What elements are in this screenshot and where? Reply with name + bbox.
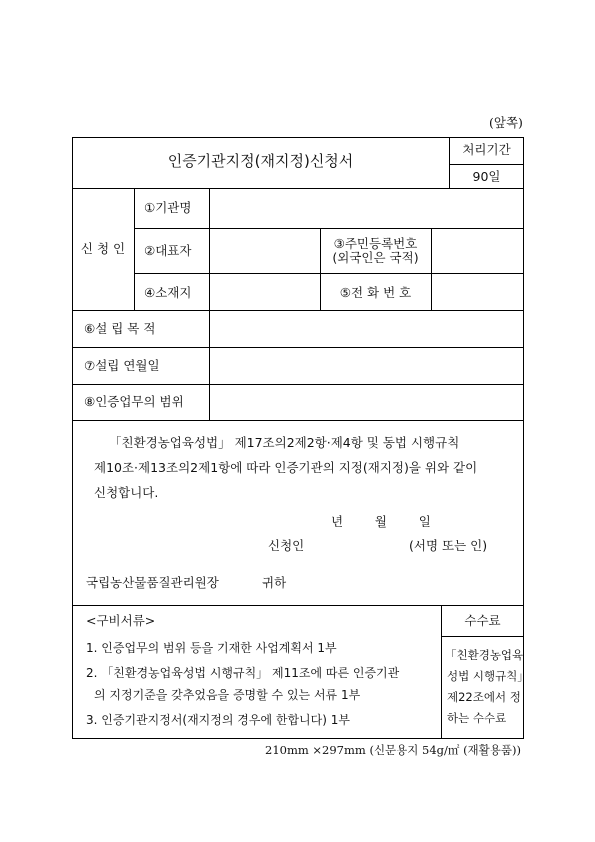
address-field[interactable] — [210, 274, 320, 310]
required-document-1: 1. 인증업무의 범위 등을 기재한 사업계획서 1부 — [86, 641, 337, 655]
representative-label: ②대표자 — [144, 243, 192, 258]
establishment-date-label: ⑦설립 연월일 — [84, 358, 160, 373]
divider — [72, 420, 524, 421]
form-title: 인증기관지정(재지정)신청서 — [167, 152, 354, 170]
date-fields: 년 월 일 — [331, 514, 431, 529]
divider — [72, 605, 524, 606]
address-label: ④소재지 — [144, 285, 192, 300]
institution-name-field[interactable] — [210, 189, 523, 228]
divider — [441, 636, 524, 637]
signature-hint: (서명 또는 인) — [409, 538, 488, 553]
applicant-group-label: 신 청 인 — [80, 241, 126, 256]
statement-line-2: 제10조·제13조의2제1항에 따라 인증기관의 지정(재지정)을 위와 같이 — [94, 460, 478, 475]
resident-number-field[interactable] — [432, 229, 523, 273]
required-document-2-line-1: 2. 「친환경농업육성법 시행규칙」 제11조에 따른 인증기관 — [86, 666, 400, 680]
fee-description-line-2: 성법 시행규칙」 — [447, 669, 529, 683]
required-documents-header: <구비서류> — [86, 613, 156, 628]
fee-description-line-1: 「친환경농업육 — [445, 648, 524, 662]
processing-period-value: 90일 — [472, 169, 501, 184]
fee-description-line-4: 하는 수수료 — [447, 711, 507, 725]
statement-line-3: 신청합니다. — [94, 485, 159, 500]
statement-line-1: 「친환경농업육성법」 제17조의2제2항·제4항 및 동법 시행규칙 — [109, 435, 460, 450]
representative-field[interactable] — [210, 229, 320, 273]
addressee: 국립농산물품질관리원장 — [86, 575, 219, 590]
certification-scope-field[interactable] — [210, 385, 523, 420]
establishment-date-field[interactable] — [210, 348, 523, 384]
paper-spec-footer: 210mm ×297mm (신문용지 54g/㎡ (재활용품)) — [265, 743, 521, 757]
front-side-label: (앞쪽) — [489, 115, 523, 130]
establishment-purpose-label: ⑥설 립 목 적 — [84, 321, 156, 336]
institution-name-label: ①기관명 — [144, 200, 192, 215]
phone-label: ⑤전 화 번 호 — [339, 285, 412, 300]
phone-field[interactable] — [432, 274, 523, 310]
establishment-purpose-field[interactable] — [210, 311, 523, 347]
honorific: 귀하 — [262, 575, 287, 590]
applicant-signature-field[interactable] — [312, 534, 406, 556]
fee-description-line-3: 제22조에서 정 — [447, 690, 521, 704]
required-document-2-line-2: 의 지정기준을 갖추었음을 증명할 수 있는 서류 1부 — [94, 688, 361, 702]
divider — [449, 164, 524, 165]
required-document-3: 3. 인증기관지정서(재지정의 경우에 한합니다) 1부 — [86, 713, 350, 727]
certification-scope-label: ⑧인증업무의 범위 — [84, 394, 184, 409]
resident-number-sublabel: (외국인은 국적) — [332, 250, 419, 265]
processing-period-label: 처리기간 — [462, 142, 511, 157]
resident-number-label: ③주민등록번호 — [333, 236, 418, 251]
divider — [134, 188, 135, 310]
fee-header: 수수료 — [464, 613, 501, 628]
applicant-signature-label: 신청인 — [268, 538, 305, 553]
